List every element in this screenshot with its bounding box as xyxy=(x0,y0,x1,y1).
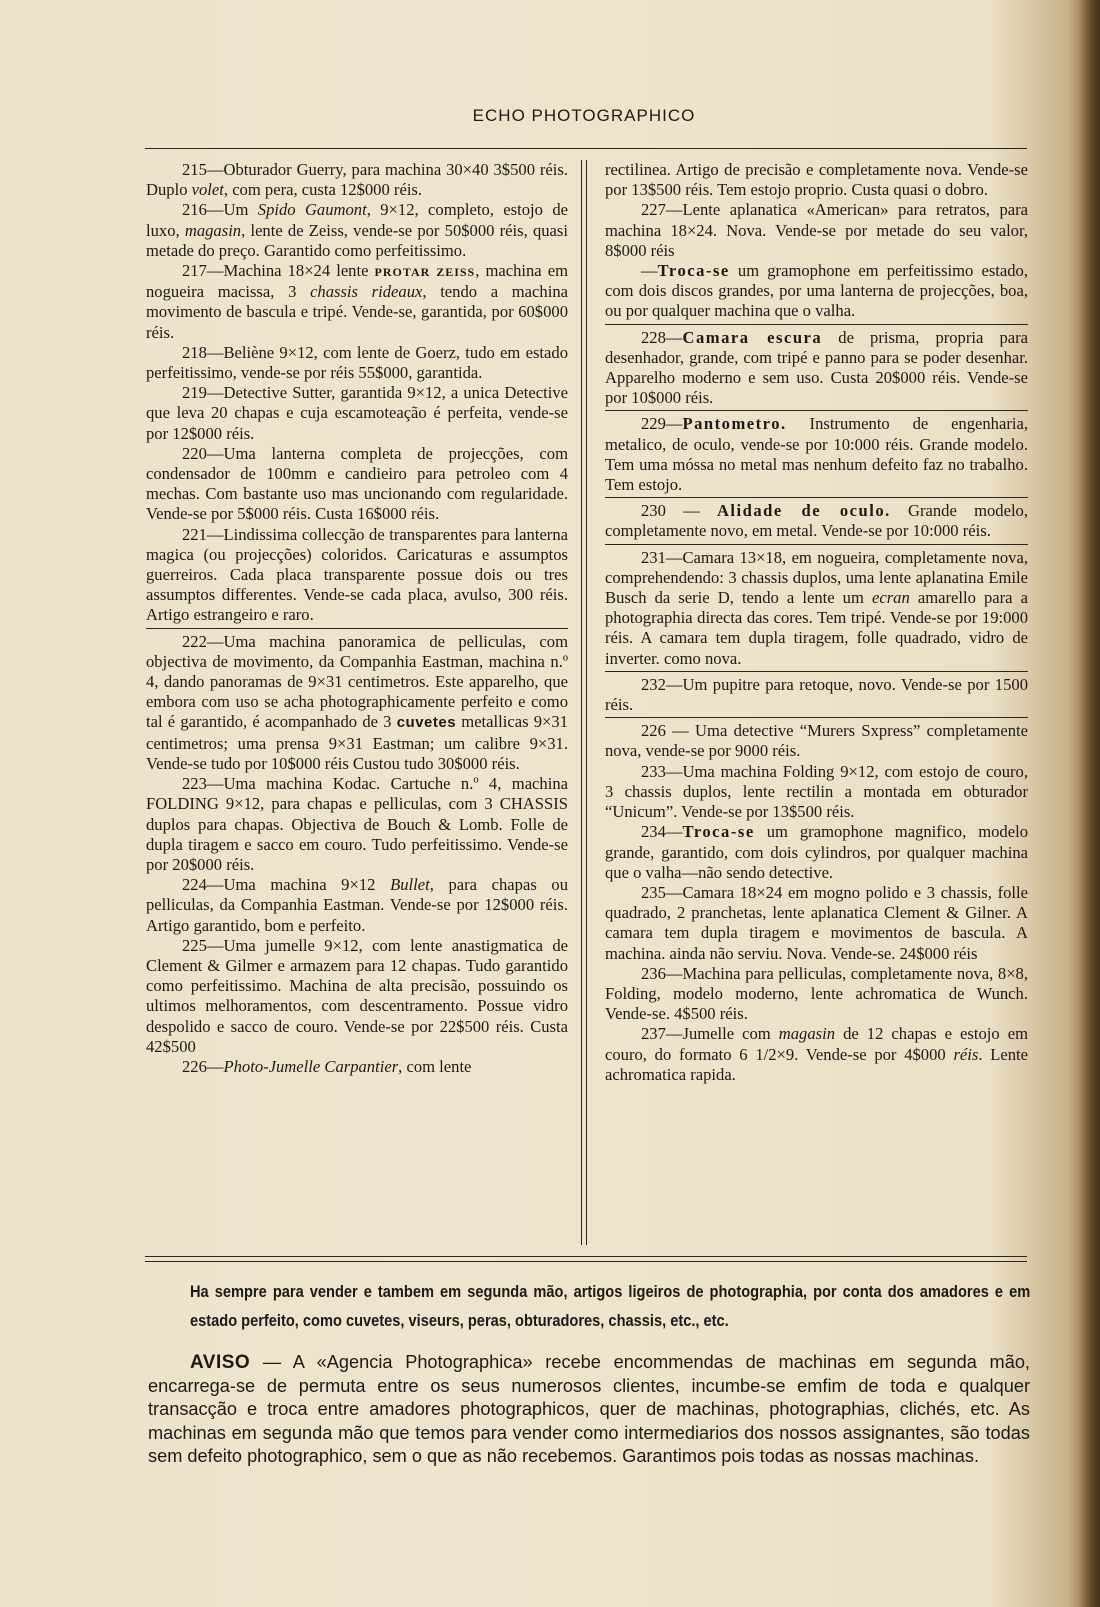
listing-224: 224—Uma machina 9×12 Bullet, para chapas ou pelliculas, da Companhia Eastman. Vende-se por 12$000 réis. Artigo garantido, bom e perfeito. xyxy=(146,875,568,935)
aviso-text: — A «Agencia Photographica» recebe encommendas de machinas em segunda mão, encarrega-se de permuta entre os seus numerosos clientes, incumbe-se emfim de toda e qualquer transacção e troca entre amadores photographicos, quer de machinas, photographias, clichés, etc. As machinas em segunda mão que temos para vender como intermediarios dos nossos assignantes, são todas sem defeito photographico, sem o que as não recebemos. Garantimos pois todas as nossas machinas. xyxy=(148,1352,1030,1467)
right-column xyxy=(605,160,1028,1085)
listing-227: 227—Lente aplanatica «American» para retratos, para machina 18×24. Nova. Vende-se por metade do seu valor, 8$000 réis xyxy=(605,200,1028,260)
column-divider-left xyxy=(581,160,582,1245)
header-rule xyxy=(145,148,1027,149)
book-spine-edge xyxy=(1078,0,1100,1607)
listing-215: 215—Obturador Guerry, para machina 30×40 3$500 réis. Duplo volet, com pera, custa 12$000 réis. xyxy=(146,160,568,200)
left-column xyxy=(146,160,568,1077)
listing-228: 228—Camara escura de prisma, propria para desenhador, grande, com tripé e panno para se poder desenhar. Apparelho moderno e sem uso. Custa 20$000 réis. Vende-se por 10$000 réis. xyxy=(605,327,1028,408)
listing-221: 221—Lindissima collecção de transparentes para lanterna magica (ou projecções) coloridos. Caricaturas e assumptos guerreiros. Cada placa transparente possue dois ou tres assumptos differentes. Vende-se cada placa, avulso, 300 réis. Artigo estrangeiro e raro. xyxy=(146,524,568,625)
listing-225: 225—Uma jumelle 9×12, com lente anastigmatica de Clement & Gilmer e armazem para 12 chapas. Tudo garantido como perfeitissimo. Machina de alta precisão, possuindo os ultimos melhoramentos, com descentramento. Possue vidro despolido e sacco de couro. Vende-se por 22$500 réis. Custa 42$500 xyxy=(146,935,568,1056)
listing-divider xyxy=(605,717,1028,718)
listing-divider xyxy=(146,628,568,629)
listing-217: 217—Machina 18×24 lente PROTAR ZEISS, machina em nogueira macissa, 3 chassis rideaux, tendo a machina movimento de bascula e tripé. Vende-se, garantida, por 60$000 réis. xyxy=(146,261,568,342)
listing-divider xyxy=(605,410,1028,411)
listing-219: 219—Detective Sutter, garantida 9×12, a unica Detective que leva 20 chapas e cuja escamoteação é perfeita, vende-se por 12$000 réis. xyxy=(146,383,568,443)
listing-226: 226—Photo-Jumelle Carpantier, com lente xyxy=(182,1056,472,1076)
listing-233: 233—Uma machina Folding 9×12, com estojo de couro, 3 chassis duplos, lente rectilin a montada em obturador “Unicum”. Vende-se por 13$500 réis. xyxy=(605,761,1028,822)
listing-231: 231—Camara 13×18, em nogueira, completamente nova, comprehendendo: 3 chassis duplos, uma lente aplanatina Emile Busch da serie D, tendo a lente um ecran amarello para a photographia directa das cores. Tem tripé. Vende-se por 19:000 réis. A camara tem dupla tiragem, folle quadrado, vidro de inverter. como nova. xyxy=(605,547,1028,668)
listing-218: 218—Beliène 9×12, com lente de Goerz, tudo em estado perfeitissimo, vende-se por réis 55$000, garantida. xyxy=(146,342,568,383)
listing-235: 235—Camara 18×24 em mogno polido e 3 chassis, folle quadrado, 2 pranchetas, lente aplanatica Clement & Gilner. A camara tem dupla tiragem e movimentos de bascula. A machina. ainda não serviu. Nova. Vende-se. 24$000 réis xyxy=(605,882,1028,963)
notice-banner: Ha sempre para vender e tambem em segunda mão, artigos ligeiros de photographia, por conta dos amadores e em estado perfeito, como cuvetes, viseurs, peras, obturadores, chassis, etc., etc. xyxy=(190,1282,1031,1330)
listing-232: 232—Um pupitre para retoque, novo. Vende-se por 1500 réis. xyxy=(605,674,1028,715)
aviso-lead: AVISO xyxy=(190,1352,251,1373)
listing-234: 234—Troca-se um gramophone magnifico, modelo grande, garantido, com dois cylindros, por qualquer machina que o valha—não sendo detective. xyxy=(605,822,1028,882)
column-divider-right xyxy=(586,160,587,1245)
listing-223: 223—Uma machina Kodac. Cartuche n.º 4, machina FOLDING 9×12, para chapas e pelliculas, com 3 CHASSIS duplos para chapas. Objectiva de Bouch & Lomb. Folle de dupla tiragem e sacco em couro. Tudo perfeitissimo. Vende-se por 20$000 réis. xyxy=(146,774,568,874)
listing-216: 216—Um Spido Gaumont, 9×12, completo, estojo de luxo, magasin, lente de Zeiss, vende-se por 50$000 réis, quasi metade do preço. Garantido como perfeitissimo. xyxy=(146,200,568,260)
listing-divider xyxy=(605,544,1028,545)
page-header: ECHO PHOTOGRAPHICO xyxy=(472,106,696,125)
aviso-paragraph xyxy=(148,1351,1030,1469)
listing-237: 237—Jumelle com magasin de 12 chapas e estojo em couro, do formato 6 1/2×9. Vende-se por 4$000 réis. Lente achromatica rapida. xyxy=(605,1024,1028,1084)
listing-divider xyxy=(605,671,1028,672)
listing-divider xyxy=(605,497,1028,498)
listing-230: 230 — Alidade de oculo. Grande modelo, completamente novo, em metal. Vende-se por 10:000 réis. xyxy=(605,501,1028,541)
listing-222: 222—Uma machina panoramica de pelliculas, com objectiva de movimento, da Companhia Eastman, machina n.º 4, dando panoramas de 9×31 centimetros. Este apparelho, que embora com uso se acha photographicamente perfeito e como tal é garantido, é acompanhado de 3 cuvetes metallicas 9×31 centimetros; uma prensa 9×31 Eastman; um calibre 9×31. Vende-se tudo por 10$000 réis Custou tudo 30$000 réis. xyxy=(146,631,569,773)
listing-236: 236—Machina para pelliculas, completamente nova, 8×8, Folding, modelo moderno, lente achromatica de Wunch. Vende-se. 4$500 réis. xyxy=(605,963,1028,1024)
listing-divider xyxy=(605,324,1028,325)
listing-226-continued: rectilinea. Artigo de precisão e completamente nova. Vende-se por 13$500 réis. Tem estojo proprio. Custa quasi o dobro. xyxy=(605,160,1028,200)
listing-226b: 226 — Uma detective “Murers Sxpress” completamente nova, vende-se por 9000 réis. xyxy=(605,721,1028,761)
footer-double-rule xyxy=(145,1256,1027,1262)
listing-229: 229—Pantometro. Instrumento de engenharia, metalico, de oculo, vende-se por 10:000 réis. Grande modelo. Tem uma móssa no metal mas nenhum defeito faz no trabalho. Tem estojo. xyxy=(605,414,1028,495)
listing-220: 220—Uma lanterna completa de projecções, com condensador de 100mm e candieiro para petroleo com 4 mechas. Com bastante uso mas uncionando com regularidade. Vende-se por 5$000 réis. Custa 16$000 réis. xyxy=(146,443,568,524)
listing-troca-gramophone: —Troca-se um gramophone em perfeitissimo estado, com dois discos grandes, por uma lanterna de projecções, boa, ou por qualquer machina que o valha. xyxy=(605,261,1028,321)
